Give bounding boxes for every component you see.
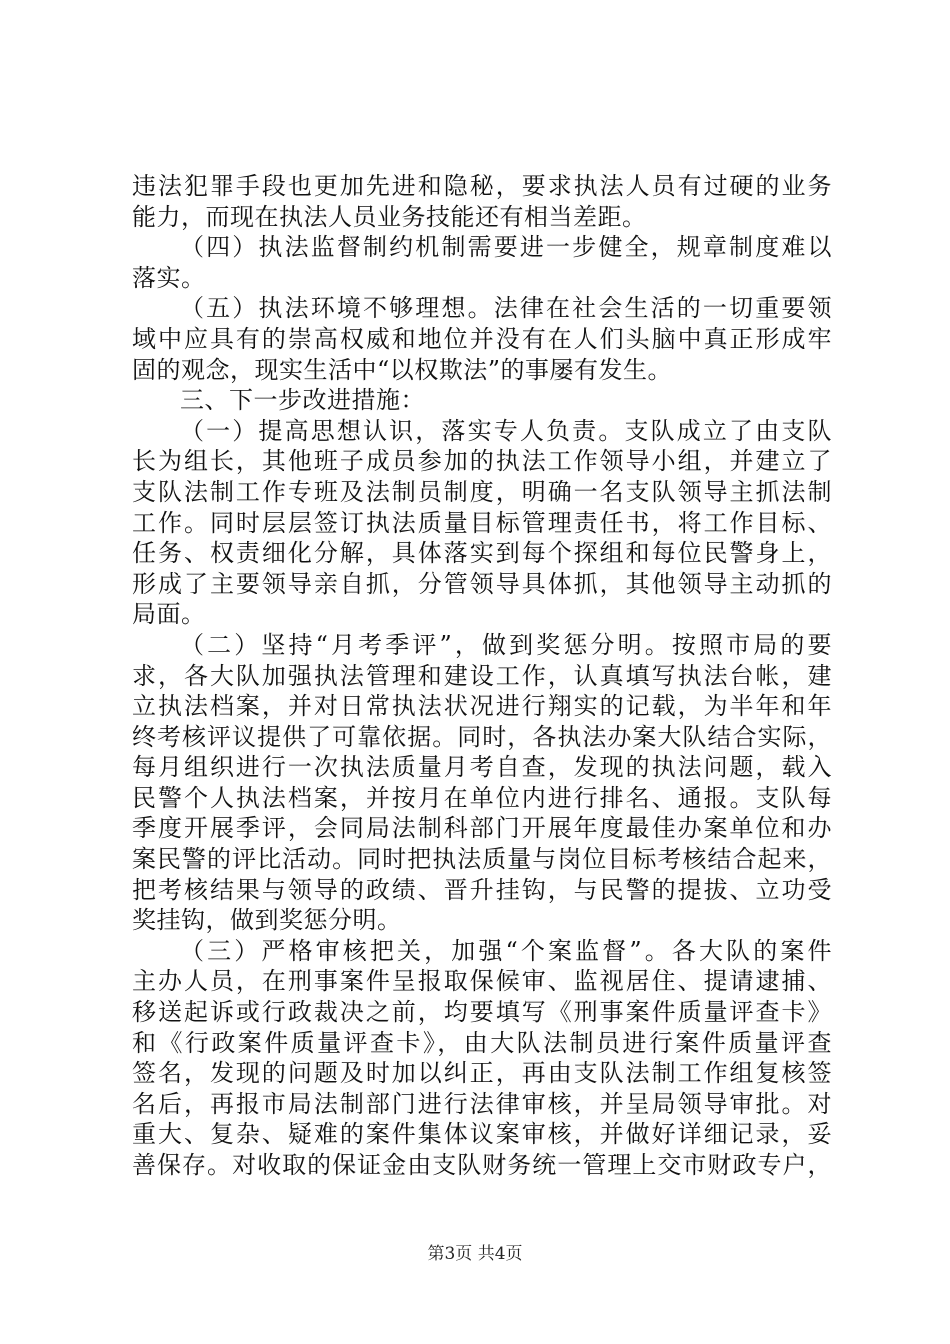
text-line: 名后，再报市局法制部门进行法律审核，并呈局领导审批。对 xyxy=(132,1089,832,1118)
text-line: 民警个人执法档案，并按月在单位内进行排名、通报。支队每 xyxy=(132,783,832,812)
text-line: 落实。 xyxy=(132,263,206,292)
text-line: 三、下一步改进措施： xyxy=(180,386,425,415)
text-line: 形成了主要领导亲自抓，分管领导具体抓，其他领导主动抓的 xyxy=(132,569,832,598)
text-line: 支队法制工作专班及法制员制度，明确一名支队领导主抓法制 xyxy=(132,477,832,506)
text-line: 案民警的评比活动。同时把执法质量与岗位目标考核结合起来， xyxy=(132,845,832,874)
text-line: （四）执法监督制约机制需要进一步健全，规章制度难以 xyxy=(180,233,832,262)
text-line: 把考核结果与领导的政绩、晋升挂钩，与民警的提拔、立功受 xyxy=(132,875,832,904)
text-line: （三）严格审核把关，加强“个案监督”。各大队的案件 xyxy=(180,936,832,965)
text-line: 终考核评议提供了可靠依据。同时，各执法办案大队结合实际， xyxy=(132,722,832,751)
text-line: 能力，而现在执法人员业务技能还有相当差距。 xyxy=(132,202,647,231)
text-line: 季度开展季评，会同局法制科部门开展年度最佳办案单位和办 xyxy=(132,814,832,843)
text-line: （二）坚持“月考季评”，做到奖惩分明。按照市局的要 xyxy=(180,630,832,659)
text-line: 域中应具有的崇高权威和地位并没有在人们头脑中真正形成牢 xyxy=(132,324,832,353)
text-line: 签名，发现的问题及时加以纠正，再由支队法制工作组复核签 xyxy=(132,1059,832,1088)
text-line: 求，各大队加强执法管理和建设工作，认真填写执法台帐，建 xyxy=(132,661,832,690)
document-body xyxy=(132,171,832,1181)
text-line: 重大、复杂、疑难的案件集体议案审核，并做好详细记录，妥 xyxy=(132,1120,832,1149)
text-line: 局面。 xyxy=(132,600,206,629)
text-line: 固的观念，现实生活中“以权欺法”的事屡有发生。 xyxy=(132,355,673,384)
text-line: （五）执法环境不够理想。法律在社会生活的一切重要领 xyxy=(180,294,832,323)
text-line: 长为组长，其他班子成员参加的执法工作领导小组，并建立了 xyxy=(132,447,832,476)
text-line: （一）提高思想认识，落实专人负责。支队成立了由支队 xyxy=(180,416,832,445)
text-line: 善保存。对收取的保证金由支队财务统一管理上交市财政专户， xyxy=(132,1151,832,1179)
text-line: 奖挂钩，做到奖惩分明。 xyxy=(132,906,402,935)
text-line: 违法犯罪手段也更加先进和隐秘，要求执法人员有过硬的业务 xyxy=(132,172,832,200)
text-line: 立执法档案，并对日常执法状况进行翔实的记载，为半年和年 xyxy=(132,692,832,721)
text-line: 任务、权责细化分解，具体落实到每个探组和每位民警身上， xyxy=(132,539,832,568)
text-line: 移送起诉或行政裁决之前，均要填写《刑事案件质量评查卡》 xyxy=(132,998,832,1027)
text-line: 工作。同时层层签订执法质量目标管理责任书，将工作目标、 xyxy=(132,508,832,537)
text-line: 每月组织进行一次执法质量月考自查，发现的执法问题，载入 xyxy=(132,753,832,782)
text-line: 和《行政案件质量评查卡》，由大队法制员进行案件质量评查 xyxy=(132,1028,832,1057)
text-line: 主办人员，在刑事案件呈报取保候审、监视居住、提请逮捕、 xyxy=(132,967,832,996)
page-footer: 第3页 共4页 xyxy=(427,1244,523,1264)
